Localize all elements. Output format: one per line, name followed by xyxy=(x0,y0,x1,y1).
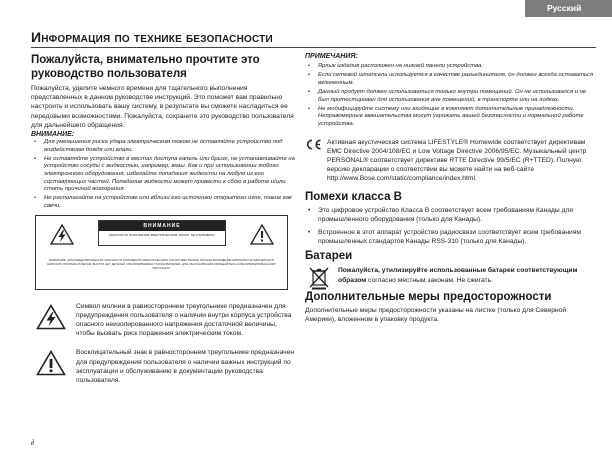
caution-label-header: ВНИМАНИЕ xyxy=(99,221,225,231)
caution-label-inner xyxy=(98,220,226,246)
caution-label-subtitle: ОПАСНОСТЬ ПОРАЖЕНИЯ ЭЛЕКТРИЧЕСКИМ ТОКОМ. НЕ ОТКРЫВАТЬ. xyxy=(108,232,216,237)
extra-precautions-heading: Дополнительные меры предосторожности xyxy=(305,290,552,303)
lightning-symbol-explanation xyxy=(31,302,295,339)
read-manual-heading: Пожалуйста, внимательно прочтите это руководство пользователя xyxy=(31,54,260,80)
batteries-text: согласно местным законам. Не сжигать. xyxy=(366,276,493,284)
page-number: ii xyxy=(31,440,35,447)
exclamation-warning-icon xyxy=(250,224,274,245)
class-b-list xyxy=(305,206,597,247)
warning-item: • Не оставляйте устройство в местах доступа капель или брызг, не устанавливайте на устройство сосуды с жидкостью, например, вазы. Как и при использовании любого электронного оборудования, избегайте попадания жидкости на любую из его составляющих частей. Попадание жидкости может привести к сбою в работе и/или стать причиной возгорания. xyxy=(31,156,295,194)
extra-precautions-text: Дополнительные меры предосторожности указаны на листке (только для Северной Америки), вложенном в упаковку продукта. xyxy=(305,306,567,323)
warning-label: ВНИМАНИЕ: xyxy=(31,131,75,139)
left-column xyxy=(31,53,295,385)
lightning-triangle-icon xyxy=(36,304,66,330)
warning-item: • Не располагайте на устройстве или вблизи его источники открытого огня, такие как свечи. xyxy=(31,195,295,210)
lightning-symbol-text: Символ молнии в равностороннем треугольнике предназначен для предупреждения пользователя о наличии внутри корпуса устройства опасного неизолированного напряжения достаточной величины, чтобы вызвать риск поражения электрическим током. xyxy=(76,302,292,338)
notes-label: ПРИМЕЧАНИЯ: xyxy=(305,53,358,60)
batteries-bold-text: Пожалуйста, утилизируйте использованные батареи соответствующим образом xyxy=(338,267,578,284)
page-title: Информация по технике безопасности xyxy=(31,29,273,45)
class-b-heading: Помехи класса B xyxy=(305,190,402,203)
crossed-bin-icon xyxy=(309,266,329,290)
lightning-warning-icon xyxy=(50,224,74,245)
warning-item: • Для уменьшения риска удара электрическим током не оставляйте устройство под воздействием дождя или влаги. xyxy=(31,139,295,154)
batteries-heading: Батареи xyxy=(305,250,353,263)
warning-list xyxy=(31,139,295,211)
intro-paragraph: Пожалуйста, уделите немного времени для тщательного выполнения представленных в данном руководстве инструкций. Это поможет вам правильно настроить и использовать вашу систему, в результате вы сможете насладиться ее передовыми возможностями. Пожалуйста, сохраните это руководство пользователя для дальнейшего обращения. xyxy=(31,85,294,129)
note-item: • Не модифицируйте систему или входящие в комплект дополнительные принадлежности. Неправомерные вмешательства могут угрожать вашей безопасности и нормальной работе устройства. xyxy=(305,106,597,129)
caution-label-body: ВНИМАНИЕ: ДЛЯ ПРЕДОТВРАЩЕНИЯ ОПАСНОСТИ ПОРАЖЕНИЯ ЭЛЕКТРИЧЕСКИМ ТОКОМ ОБЕСПЕЧЬТЕ ПОЛНОЕ ВХОЖДЕНИЕ ШИРОКОГО ШТЫРЯ ВИЛКИ В ШИРОКУЮ ПРОРЕЗЬ РОЗЕТКИ. ВНУТРИ НЕТ ДЕТАЛЕЙ, ОБСЛУЖИВАЕМЫХ ПОЛЬЗОВАТЕЛЕМ. ДЛЯ ОБСЛУЖИВАНИЯ ОБРАЩАЙТЕСЬ К КВАЛИФИЦИРОВАННОМУ ПЕРСОНАЛУ. xyxy=(47,257,276,270)
right-column xyxy=(305,53,597,324)
class-b-item: • Это цифровое устройство Класса B соответствует всем требованиям Канады для промышленного оборудования (только для Канады). xyxy=(305,206,597,224)
ce-mark-icon xyxy=(305,139,322,150)
batteries-section xyxy=(305,266,597,284)
note-item: • Ярлык изделия расположен на нижней панели устройства. xyxy=(305,63,597,71)
caution-label-box xyxy=(35,215,288,290)
language-tab: Русский xyxy=(525,0,612,17)
note-item: • Если сетевой штепсель используется в качестве разъединителя, он должен всегда оставаться включенным. xyxy=(305,72,597,87)
exclamation-symbol-text: Восклицательный знак в равностороннем треугольнике предназначен для предупреждения пользователя о наличии важных инструкций по эксплуатации и обслуживанию в документации руководства пользователя. xyxy=(76,349,295,384)
note-item: • Данный продукт должен использоваться только внутри помещений. Он не использовался и не был протестирован для использования вне помещений, в транспорте или на лодках. xyxy=(305,89,597,104)
exclamation-triangle-icon xyxy=(36,350,66,376)
title-divider xyxy=(31,47,596,48)
class-b-item: • Встроенное в этот аппарат устройство радиосвязи соответствует всем требованиям промышленных стандартов Канады RSS-310 (только для Канады). xyxy=(305,228,597,246)
exclamation-symbol-explanation xyxy=(31,348,295,385)
notes-list xyxy=(305,63,597,129)
ce-compliance xyxy=(305,138,597,184)
ce-compliance-text: Активная акустическая система LIFESTYLE® Homewide соответствует директивам EMC Directive 2004/108/EC и Low Voltage Directive 2006/95/EC. Музыкальный центр PERSONAL® соответствует директиве RTTE Directive 99/5/EC (R+TTED). Полную версию декларации о соответствии вы можете найти на веб-сайте http://www.Bose.com/static/compliance/index.html. xyxy=(327,138,587,183)
